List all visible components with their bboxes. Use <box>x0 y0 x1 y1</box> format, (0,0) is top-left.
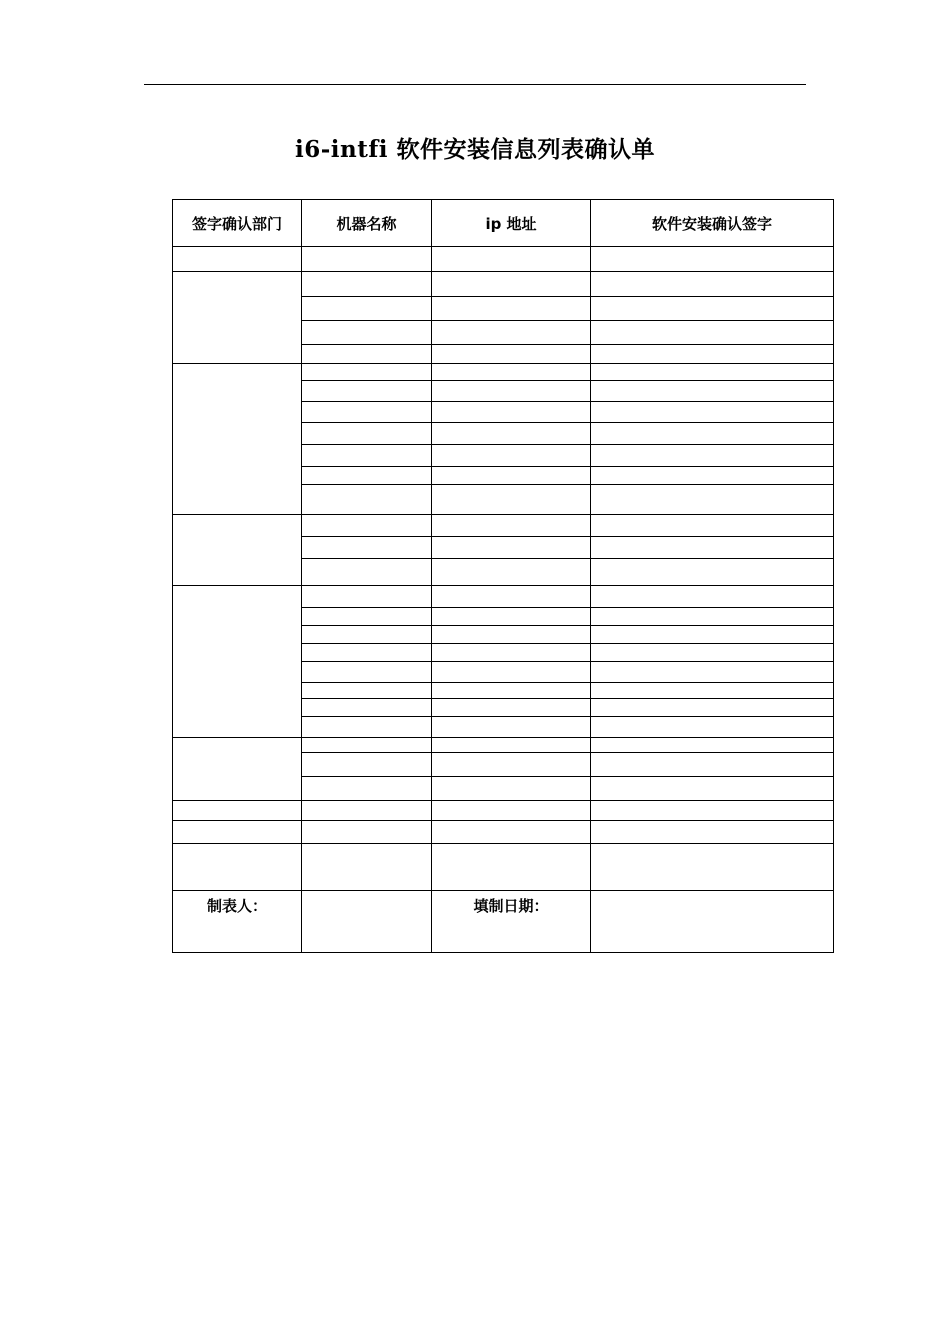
signature-cell[interactable] <box>591 537 834 559</box>
machine-cell[interactable] <box>302 364 432 381</box>
date-label: 填制日期： <box>432 891 591 953</box>
ip-cell[interactable] <box>432 699 591 717</box>
machine-cell[interactable] <box>302 777 432 801</box>
dept-cell[interactable] <box>173 586 302 738</box>
table-header-row <box>173 200 834 247</box>
machine-cell[interactable] <box>302 644 432 662</box>
ip-cell[interactable] <box>432 423 591 445</box>
ip-cell[interactable] <box>432 753 591 777</box>
machine-cell[interactable] <box>302 738 432 753</box>
machine-cell[interactable] <box>302 844 432 891</box>
signature-cell[interactable] <box>591 753 834 777</box>
dept-cell[interactable] <box>173 272 302 364</box>
date-field[interactable] <box>591 891 834 953</box>
dept-cell[interactable] <box>173 821 302 844</box>
ip-cell[interactable] <box>432 515 591 537</box>
machine-cell[interactable] <box>302 753 432 777</box>
ip-cell[interactable] <box>432 717 591 738</box>
table-row <box>173 247 834 272</box>
machine-cell[interactable] <box>302 423 432 445</box>
signature-cell[interactable] <box>591 467 834 485</box>
machine-cell[interactable] <box>302 381 432 402</box>
header-rule <box>144 84 806 85</box>
header-ip-address: ip 地址 <box>432 200 591 247</box>
signature-cell[interactable] <box>591 297 834 321</box>
header-machine-name: 机器名称 <box>302 200 432 247</box>
signature-cell[interactable] <box>591 485 834 515</box>
dept-cell[interactable] <box>173 844 302 891</box>
table-row <box>173 586 834 608</box>
machine-cell[interactable] <box>302 537 432 559</box>
signature-cell[interactable] <box>591 662 834 683</box>
ip-cell[interactable] <box>432 297 591 321</box>
ip-cell[interactable] <box>432 467 591 485</box>
ip-cell[interactable] <box>432 364 591 381</box>
signature-cell[interactable] <box>591 445 834 467</box>
footer-row <box>173 891 834 953</box>
ip-cell[interactable] <box>432 683 591 699</box>
ip-cell[interactable] <box>432 321 591 345</box>
signature-cell[interactable] <box>591 644 834 662</box>
signature-cell[interactable] <box>591 345 834 364</box>
signature-cell[interactable] <box>591 608 834 626</box>
signature-cell[interactable] <box>591 272 834 297</box>
dept-cell[interactable] <box>173 738 302 801</box>
page-title: i6-intfi 软件安装信息列表确认单 <box>294 136 655 163</box>
machine-cell[interactable] <box>302 272 432 297</box>
ip-cell[interactable] <box>432 247 591 272</box>
ip-cell[interactable] <box>432 485 591 515</box>
ip-cell[interactable] <box>432 402 591 423</box>
ip-cell[interactable] <box>432 626 591 644</box>
signature-cell[interactable] <box>591 559 834 586</box>
dept-cell[interactable] <box>173 801 302 821</box>
signature-cell[interactable] <box>591 844 834 891</box>
signature-cell[interactable] <box>591 626 834 644</box>
signature-cell[interactable] <box>591 423 834 445</box>
dept-cell[interactable] <box>173 247 302 272</box>
machine-cell[interactable] <box>302 485 432 515</box>
ip-cell[interactable] <box>432 821 591 844</box>
table-row <box>173 844 834 891</box>
dept-cell[interactable] <box>173 515 302 586</box>
ip-cell[interactable] <box>432 559 591 586</box>
signature-cell[interactable] <box>591 247 834 272</box>
table-row <box>173 738 834 753</box>
header-install-signature: 软件安装确认签字 <box>591 200 834 247</box>
machine-cell[interactable] <box>302 699 432 717</box>
machine-cell[interactable] <box>302 321 432 345</box>
signature-cell[interactable] <box>591 586 834 608</box>
header-dept: 签字确认部门 <box>173 200 302 247</box>
machine-cell[interactable] <box>302 662 432 683</box>
signature-cell[interactable] <box>591 683 834 699</box>
table-row <box>173 821 834 844</box>
table-row <box>173 364 834 381</box>
table-row <box>173 801 834 821</box>
signature-cell[interactable] <box>591 801 834 821</box>
dept-cell[interactable] <box>173 364 302 515</box>
machine-cell[interactable] <box>302 683 432 699</box>
signature-cell[interactable] <box>591 821 834 844</box>
signature-cell[interactable] <box>591 402 834 423</box>
ip-cell[interactable] <box>432 608 591 626</box>
signature-cell[interactable] <box>591 381 834 402</box>
ip-cell[interactable] <box>432 537 591 559</box>
signature-cell[interactable] <box>591 699 834 717</box>
signature-cell[interactable] <box>591 515 834 537</box>
signature-cell[interactable] <box>591 321 834 345</box>
ip-cell[interactable] <box>432 662 591 683</box>
ip-cell[interactable] <box>432 272 591 297</box>
machine-cell[interactable] <box>302 821 432 844</box>
signature-cell[interactable] <box>591 364 834 381</box>
ip-cell[interactable] <box>432 644 591 662</box>
machine-cell[interactable] <box>302 717 432 738</box>
machine-cell[interactable] <box>302 801 432 821</box>
table-row <box>173 515 834 537</box>
ip-cell[interactable] <box>432 586 591 608</box>
table-row <box>173 272 834 297</box>
machine-cell[interactable] <box>302 608 432 626</box>
machine-cell[interactable] <box>302 559 432 586</box>
ip-cell[interactable] <box>432 844 591 891</box>
machine-cell[interactable] <box>302 297 432 321</box>
ip-cell[interactable] <box>432 777 591 801</box>
machine-cell[interactable] <box>302 345 432 364</box>
signature-cell[interactable] <box>591 738 834 753</box>
machine-cell[interactable] <box>302 402 432 423</box>
machine-cell[interactable] <box>302 515 432 537</box>
machine-cell[interactable] <box>302 626 432 644</box>
machine-cell[interactable] <box>302 586 432 608</box>
maker-field[interactable] <box>302 891 432 953</box>
ip-cell[interactable] <box>432 445 591 467</box>
machine-cell[interactable] <box>302 445 432 467</box>
machine-cell[interactable] <box>302 247 432 272</box>
ip-cell[interactable] <box>432 801 591 821</box>
maker-label: 制表人： <box>173 891 302 953</box>
ip-cell[interactable] <box>432 381 591 402</box>
ip-cell[interactable] <box>432 738 591 753</box>
signature-cell[interactable] <box>591 777 834 801</box>
install-confirmation-table <box>172 199 834 953</box>
signature-cell[interactable] <box>591 717 834 738</box>
machine-cell[interactable] <box>302 467 432 485</box>
ip-cell[interactable] <box>432 345 591 364</box>
